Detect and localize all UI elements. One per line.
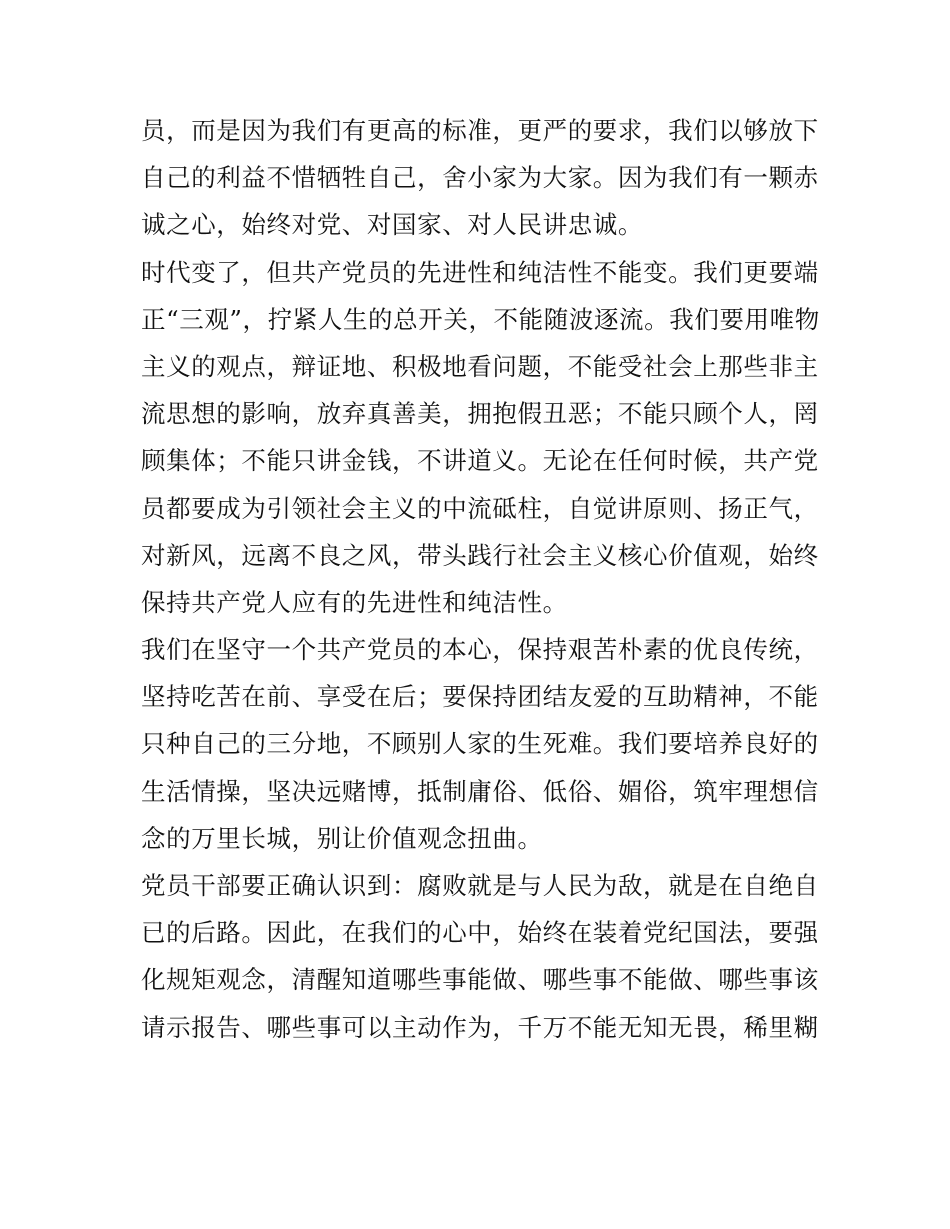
- text-line: 念的万里长城，别让价值观念扭曲。: [141, 823, 543, 853]
- text-line: 员都要成为引领社会主义的中流砥柱，自觉讲原则、扬正气，: [141, 493, 819, 523]
- text-line: 顾集体；不能只讲金钱，不讲道义。无论在任何时候，共产党: [141, 446, 819, 476]
- body-text: [141, 107, 821, 1051]
- text-line: 已的后路。因此，在我们的心中，始终在装着党纪国法，要强: [141, 918, 819, 948]
- text-line: 主义的观点，辩证地、积极地看问题，不能受社会上那些非主: [141, 351, 819, 381]
- text-line: 正“三观”，拧紧人生的总开关，不能随波逐流。我们要用唯物: [141, 304, 820, 334]
- text-line: 时代变了，但共产党员的先进性和纯洁性不能变。我们更要端: [141, 257, 819, 287]
- text-line: 我们在坚守一个共产党员的本心，保持艰苦朴素的优良传统，: [141, 635, 819, 665]
- text-line: 流思想的影响，放弃真善美，拥抱假丑恶；不能只顾个人，罔: [141, 399, 819, 429]
- text-line: 化规矩观念，清醒知道哪些事能做、哪些事不能做、哪些事该: [141, 965, 819, 995]
- text-line: 党员干部要正确认识到：腐败就是与人民为敌，就是在自绝自: [141, 871, 819, 900]
- text-line: 诚之心，始终对党、对国家、对人民讲忠诚。: [141, 210, 643, 240]
- text-line: 请示报告、哪些事可以主动作为，千万不能无知无畏，稀里糊: [141, 1012, 819, 1042]
- text-line: 对新风，远离不良之风，带头践行社会主义核心价值观，始终: [141, 540, 819, 570]
- text-line: 生活情操，坚决远赌博，抵制庸俗、低俗、媚俗，筑牢理想信: [141, 776, 819, 806]
- text-line: 坚持吃苦在前、享受在后；要保持团结友爱的互助精神，不能: [141, 682, 819, 712]
- text-line: 只种自己的三分地，不顾别人家的生死难。我们要培养良好的: [141, 729, 819, 759]
- text-line: 保持共产党人应有的先进性和纯洁性。: [141, 587, 568, 617]
- text-line: 员，而是因为我们有更高的标准，更严的要求，我们以够放下: [141, 116, 819, 145]
- text-line: 自己的利益不惜牺牲自己，舍小家为大家。因为我们有一颗赤: [141, 163, 819, 193]
